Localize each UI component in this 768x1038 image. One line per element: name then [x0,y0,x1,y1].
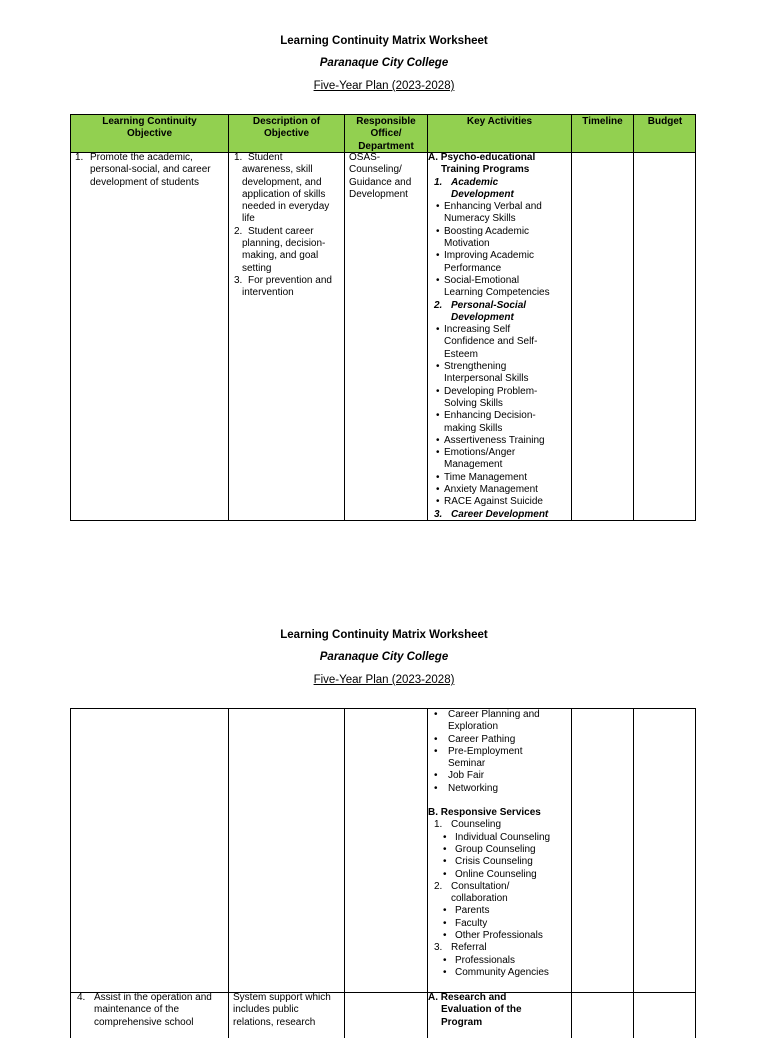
list-item-text: Time Management [444,471,527,483]
col-header-activities: Key Activities [428,115,572,152]
bullet-icon: • [436,410,440,422]
subsection-heading: Career Development [451,508,549,520]
list-item-text: Anxiety Management [444,484,538,496]
bullet-icon: • [434,709,438,720]
list-item [428,423,571,435]
subsection-number: 2. [434,299,443,311]
list-item [428,856,571,868]
list-item [428,398,571,410]
bullet-icon: • [443,954,447,966]
list-item [428,336,571,348]
school-name: Paranaque City College [319,651,449,663]
description-line: development, and [242,176,322,188]
bullet-icon: • [434,733,438,745]
objective-line: Promote the academic, [90,152,193,163]
table-header-row [71,115,695,153]
description-line: Student career [248,225,314,237]
section-heading: Program [441,1016,483,1028]
page-title: Learning Continuity Matrix Worksheet [280,629,488,641]
list-item-text: Enhancing Decision- [444,410,536,422]
list-item-text: Parents [455,905,490,917]
list-item [428,832,571,844]
list-item [428,758,571,770]
list-item [428,734,571,746]
section-heading: Evaluation of the [441,1004,522,1016]
bullet-icon: • [436,361,440,373]
list-item [428,287,571,299]
description-cell [229,152,345,520]
list-item [428,373,571,385]
bullet-icon: • [436,496,440,508]
list-item-text: Community Agencies [455,966,549,978]
list-item-text: Learning Competencies [444,287,550,299]
list-item [428,770,571,782]
list-item-text: Individual Counseling [455,831,551,843]
subsection-number: 1. [434,819,443,831]
list-item-text: Career Pathing [448,733,516,745]
section-heading: B. Responsive Services [428,807,541,819]
bullet-icon: • [436,471,440,483]
bullet-icon: • [443,905,447,917]
list-item [428,250,571,262]
timeline-cell [572,709,634,992]
col-header-budget: Budget [647,116,683,127]
description-number: 2. [234,225,243,237]
plan-period: Five-Year Plan (2023-2028) [313,80,455,92]
list-item [428,349,571,361]
subsection-heading: Development [451,188,514,200]
list-item-text: Boosting Academic [444,225,530,237]
list-item-text: Increasing Self [444,324,511,336]
bullet-icon: • [443,930,447,942]
bullet-icon: • [436,484,440,496]
list-item-text: Developing Problem- [444,385,538,397]
col-header-description: Description of Objective [229,115,345,152]
bullet-icon: • [443,831,447,843]
col-header-objective: Learning Continuity Objective [71,115,229,152]
table-row [71,709,695,993]
list-item [428,324,571,336]
list-item-text: Seminar [448,758,486,770]
description-line: intervention [242,287,294,299]
list-item-text: Performance [444,262,502,274]
list-item [428,930,571,942]
list-item-text: Motivation [444,238,490,250]
list-item-text: Interpersonal Skills [444,373,529,385]
bullet-icon: • [434,770,438,782]
description-line: relations, research [233,1016,316,1028]
description-line: planning, decision- [242,238,326,250]
objective-line: comprehensive school [94,1016,194,1028]
bullet-icon: • [436,274,440,286]
subsection-number: 2. [434,880,443,892]
list-item [428,410,571,422]
objective-line: development of students [90,176,199,188]
list-item-text: Pre-Employment [448,745,523,757]
subsection-number: 3. [434,508,443,520]
school-name: Paranaque City College [319,57,449,69]
description-line: application of skills [242,188,326,200]
list-item-text: Confidence and Self- [444,336,538,348]
description-cell [229,709,345,992]
bullet-icon: • [436,385,440,397]
objective-line: Assist in the operation and [94,992,212,1003]
subsection-number: 3. [434,942,443,954]
table-row [71,152,695,520]
col-header-timeline: Timeline [572,115,634,152]
section-heading: Training Programs [441,164,530,176]
office-line: Development [349,188,408,200]
budget-cell [634,992,696,1038]
table-row [71,992,695,1038]
list-item-text: Job Fair [448,770,485,782]
bullet-icon: • [443,966,447,978]
bullet-icon: • [434,782,438,794]
bullet-icon: • [436,447,440,459]
list-item [428,955,571,967]
office-cell [345,709,428,992]
list-item [428,459,571,471]
activities-cell [428,709,572,992]
budget-cell [634,152,696,520]
list-item-text: Improving Academic [444,250,535,262]
list-item [428,869,571,881]
bullet-icon: • [436,250,440,262]
description-line: includes public [233,1004,299,1016]
list-item-text: Faculty [455,917,488,929]
list-item-text: Numeracy Skills [444,213,516,225]
subsection-heading: Personal-Social [451,299,527,311]
subsection-heading: Development [451,311,514,323]
list-item-text: Emotions/Anger [444,447,516,459]
bullet-icon: • [434,745,438,757]
description-cell [229,992,345,1038]
list-item-text: Other Professionals [455,930,543,942]
description-line: needed in everyday [242,201,330,213]
subsection-number: 1. [434,176,443,188]
list-item [428,263,571,275]
description-number: 3. [234,274,243,286]
list-item-text: Online Counseling [455,868,537,880]
list-item-text: Esteem [444,348,478,360]
objective-line: personal-social, and career [90,164,211,176]
description-line: life [242,213,255,225]
subsection-heading: Referral [451,942,487,954]
list-item-text: Networking [448,782,499,794]
matrix-table-page-2 [70,708,696,1038]
list-item-text: RACE Against Suicide [444,496,543,508]
list-item [428,918,571,930]
office-line: Guidance and [349,176,412,188]
list-item [428,484,571,496]
activities-cell [428,992,572,1038]
list-item-text: Crisis Counseling [455,856,533,868]
objective-number: 1. [75,152,84,163]
subsection-heading: Consultation/ [451,880,510,892]
list-item [428,213,571,225]
list-item [428,201,571,213]
list-item [428,447,571,459]
bullet-icon: • [443,868,447,880]
list-item-text: Career Planning and [448,709,540,720]
list-item [428,435,571,447]
description-line: making, and goal [242,250,319,262]
office-cell [345,992,428,1038]
list-item [428,905,571,917]
subsection-heading: Counseling [451,819,502,831]
timeline-cell [572,992,634,1038]
description-line: For prevention and [248,274,332,286]
list-item [428,386,571,398]
budget-cell [634,709,696,992]
description-line: Student [248,152,283,163]
list-item [428,746,571,758]
list-item [428,226,571,238]
list-item-text: Solving Skills [444,397,503,409]
list-item [428,472,571,484]
objective-line: maintenance of the [94,1004,180,1016]
objective-cell [71,152,229,520]
timeline-cell [572,152,634,520]
subsection-heading: Academic [451,176,499,188]
list-item [428,844,571,856]
description-line: awareness, skill [242,164,313,176]
activities-cell [428,152,572,520]
list-item [428,783,571,795]
bullet-icon: • [436,324,440,336]
list-item [428,275,571,287]
description-line: setting [242,262,272,274]
list-item-text: Professionals [455,954,516,966]
office-line: Counseling/ [349,164,402,176]
list-item [428,721,571,733]
office-cell [345,152,428,520]
list-item-text: Assertiveness Training [444,434,545,446]
section-heading: A. Research and [428,992,507,1003]
bullet-icon: • [436,225,440,237]
list-item [428,496,571,508]
description-number: 1. [234,152,243,163]
list-item [428,967,571,979]
list-item-text: making Skills [444,422,503,434]
objective-number: 4. [77,992,86,1003]
section-heading: A. Psycho-educational [428,152,536,163]
objective-cell [71,992,229,1038]
matrix-table-page-1 [70,114,696,521]
list-item-text: Management [444,459,503,471]
col-header-office: Responsible Office/ Department [345,115,428,152]
bullet-icon: • [436,201,440,213]
description-line: System support which [233,992,331,1003]
objective-cell [71,709,229,992]
bullet-icon: • [436,434,440,446]
plan-period: Five-Year Plan (2023-2028) [313,674,455,686]
subsection-heading: collaboration [451,893,508,905]
bullet-icon: • [443,856,447,868]
list-item-text: Social-Emotional [444,274,520,286]
list-item [428,238,571,250]
list-item-text: Group Counseling [455,843,536,855]
list-item-text: Enhancing Verbal and [444,201,542,213]
list-item [428,709,571,721]
list-item-text: Strengthening [444,361,507,373]
bullet-icon: • [443,843,447,855]
list-item-text: Exploration [448,721,499,733]
office-line: OSAS- [349,152,381,163]
bullet-icon: • [443,917,447,929]
page-title: Learning Continuity Matrix Worksheet [280,35,488,47]
list-item [428,361,571,373]
